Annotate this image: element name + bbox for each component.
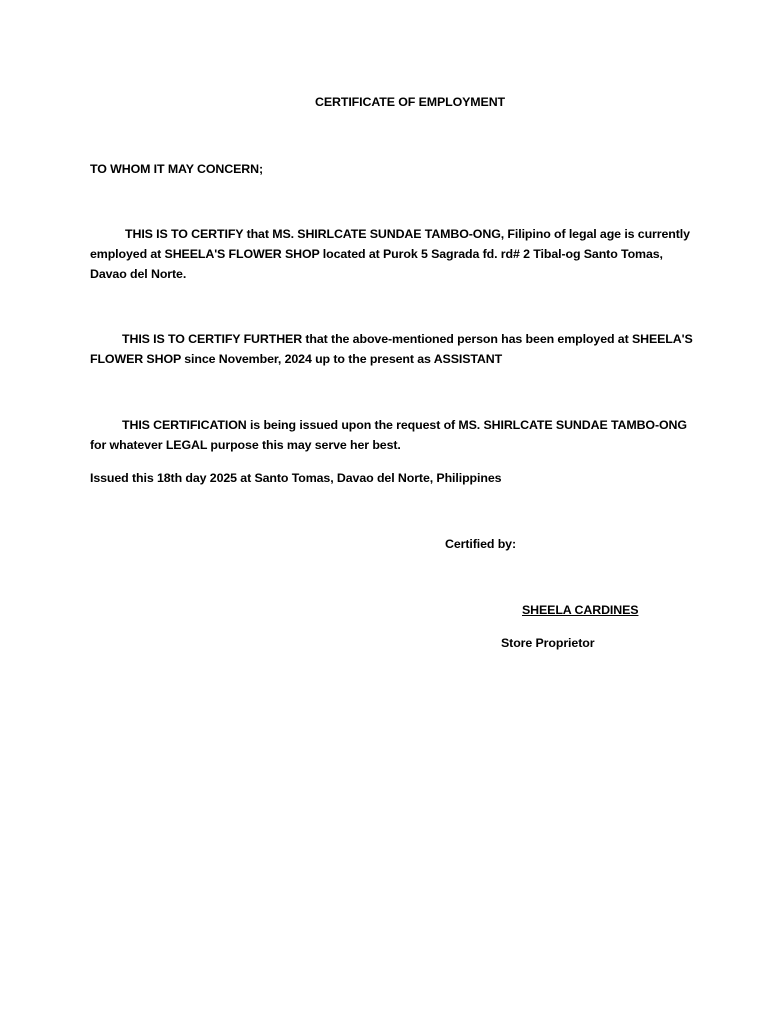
paragraph-line: FLOWER SHOP since November, 2024 up to the present as ASSISTANT xyxy=(90,352,503,366)
paragraph-line: THIS IS TO CERTIFY FURTHER that the above-mentioned person has been employed at SHEELA'S xyxy=(122,332,693,346)
issued-statement: Issued this 18th day 2025 at Santo Tomas, Davao del Norte, Philippines xyxy=(90,471,502,485)
salutation: TO WHOM IT MAY CONCERN; xyxy=(90,162,264,176)
paragraph-line: employed at SHEELA'S FLOWER SHOP located at Purok 5 Sagrada fd. rd# 2 Tibal-og Santo Tomas, xyxy=(90,247,663,261)
signatory-name: SHEELA CARDINES xyxy=(522,603,639,617)
paragraph-line: THIS CERTIFICATION is being issued upon the request of MS. SHIRLCATE SUNDAE TAMBO-ONG xyxy=(122,418,687,432)
certified-by-label: Certified by: xyxy=(445,537,516,551)
paragraph-line: for whatever LEGAL purpose this may serve her best. xyxy=(90,438,401,452)
paragraph-line: Davao del Norte. xyxy=(90,267,187,281)
certificate-title: CERTIFICATE OF EMPLOYMENT xyxy=(315,95,506,109)
signatory-title: Store Proprietor xyxy=(501,636,595,650)
paragraph-line: THIS IS TO CERTIFY that MS. SHIRLCATE SUNDAE TAMBO-ONG, Filipino of legal age is currently xyxy=(125,227,690,241)
